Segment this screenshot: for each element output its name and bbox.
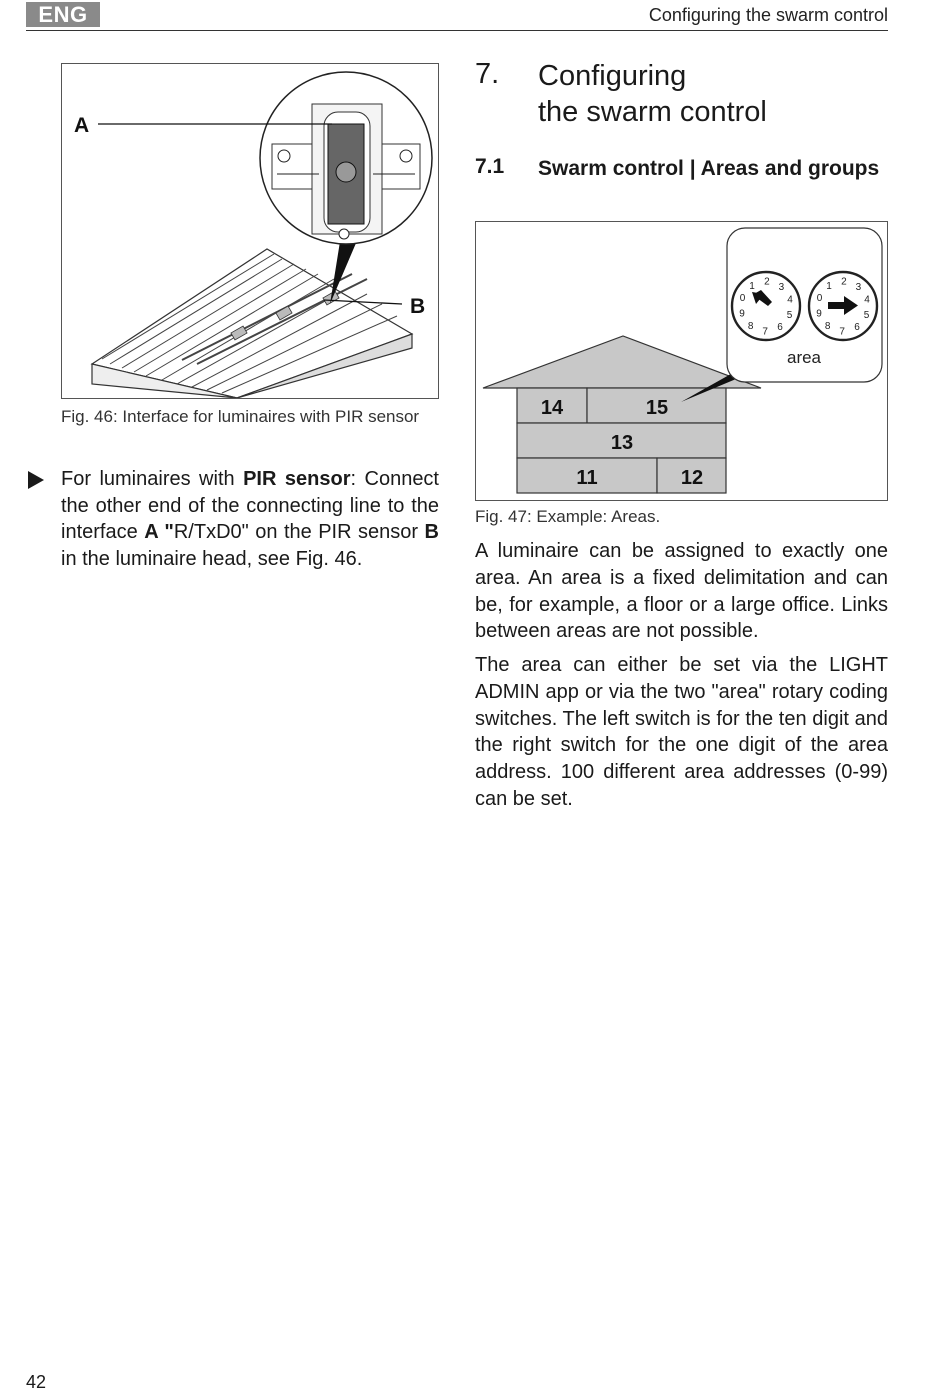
dial-digit: 7 (762, 326, 768, 338)
dial-digit: 2 (841, 276, 847, 288)
figure-46 (61, 63, 439, 399)
area-label-14: 14 (540, 397, 564, 419)
page-number: 42 (26, 1372, 47, 1392)
body-paragraph-1: A luminaire can be assigned to exactly one area. An area is a fixed delimitation and can be, for example, a floor or a large office. Links between areas are not possible. (475, 540, 888, 643)
dial-digit: 1 (749, 280, 755, 292)
area-label-15: 15 (645, 397, 669, 419)
running-header-title: Configuring the swarm control (648, 5, 888, 25)
section-title (538, 58, 898, 130)
dial-digit: 8 (824, 321, 831, 333)
dial-digit: 4 (864, 294, 870, 306)
area-label-12: 12 (680, 467, 704, 489)
house-roof (483, 336, 761, 388)
dial-digit: 3 (855, 281, 862, 293)
section-title-line1: Configuring (538, 60, 687, 92)
instruction-text: : Connect the other end of the connecting line to the interface (61, 468, 439, 543)
language-tag: ENG (26, 2, 100, 27)
dial-digit: 5 (863, 310, 870, 322)
label-b: B (410, 295, 426, 318)
switch-right (809, 272, 877, 340)
dial-digit: 8 (747, 321, 754, 333)
dial-digit: 1 (826, 280, 832, 292)
areas-diagram (476, 222, 887, 500)
subsection-title: Swarm control | Areas and groups (538, 157, 880, 180)
section-title-line2: the swarm control (538, 96, 767, 128)
area-label-13: 13 (610, 432, 634, 454)
dial-digit: 0 (739, 292, 746, 304)
luminaire-illustration (62, 64, 438, 398)
label-a: A (74, 114, 90, 137)
interface-a-ref: A " (144, 521, 174, 543)
dial-digit: 6 (777, 322, 783, 334)
dial-digit: 2 (764, 276, 770, 288)
dial-digit: 0 (816, 292, 823, 304)
figure-46-caption: Fig. 46: Interface for luminaires with PIR sensor (61, 407, 420, 426)
dial-digit: 9 (816, 308, 822, 320)
subsection-number: 7.1 (475, 155, 505, 178)
dial-digit: 4 (787, 294, 793, 306)
header-rule (26, 30, 888, 31)
sensor-b-ref: B (424, 521, 439, 543)
dial-digit: 6 (854, 322, 860, 334)
figure-47-caption: Fig. 47: Example: Areas. (475, 507, 661, 526)
bullet-arrow-icon (28, 471, 44, 489)
area-switch-label: area (786, 348, 822, 367)
instruction-outro: in the luminaire head, see Fig. 46. (61, 547, 363, 570)
switch-left (732, 272, 800, 340)
dial-digit: 5 (786, 310, 793, 322)
instruction-step (61, 466, 439, 572)
section-number: 7. (475, 58, 500, 90)
figure-47 (475, 221, 888, 501)
body-paragraph-2: The area can either be set via the LIGHT ADMIN app or via the two "area" rotary coding switches. The left switch is for the ten digit and the right switch for the one digit of the area address. 100 different area addresses (0-99) can be set. (475, 654, 888, 810)
dial-digit: 3 (778, 281, 785, 293)
instruction-intro: For luminaires with (61, 468, 244, 490)
arrow-right-icon (828, 302, 846, 309)
dial-digit: 7 (839, 326, 845, 338)
dial-digit: 9 (739, 308, 745, 320)
interface-name: R/TxD0" on the PIR sensor (173, 521, 425, 543)
pir-sensor-term: PIR sensor (243, 468, 351, 490)
area-label-11: 11 (576, 467, 598, 489)
